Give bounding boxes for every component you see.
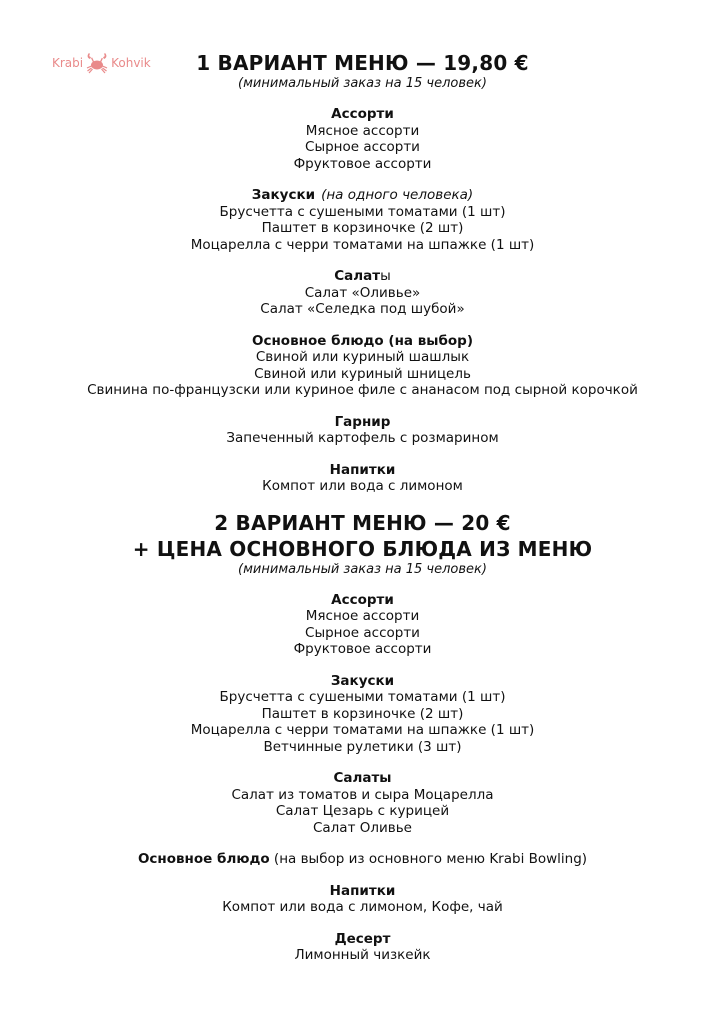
menu-1 <box>0 50 725 495</box>
menu-item: Салат Оливье <box>312 819 412 836</box>
section-title: Десерт <box>334 930 391 947</box>
menu-item: Свиной или куриный шницель <box>254 365 471 382</box>
section-title: Напитки <box>329 882 396 899</box>
menu-item: Мясное ассорти <box>305 122 420 139</box>
menu-1-title: 1 ВАРИАНТ МЕНЮ — 19,80 € <box>196 51 529 75</box>
menu-item: Паштет в корзиночке (2 шт) <box>261 705 464 722</box>
menu-2-note: (минимальный заказ на 15 человек) <box>238 561 487 577</box>
menu-item: Свинина по-французски или куриное филе с ананасом под сырной корочкой <box>87 382 638 398</box>
section-title: Основное блюдо (на выбор) <box>252 332 473 349</box>
menu-item: Свиной или куриный шашлык <box>255 349 470 365</box>
menu-item: Брусчетта с сушеными томатами (1 шт) <box>219 689 506 705</box>
menu-item: Салат «Оливье» <box>304 284 421 301</box>
menu-item: Мясное ассорти <box>305 608 420 624</box>
section-title: Салаты <box>333 770 392 786</box>
menu-2-title-line-2: + ЦЕНА ОСНОВНОГО БЛЮДА ИЗ МЕНЮ <box>132 536 593 561</box>
menu-item: Салат Цезарь с курицей <box>275 803 450 819</box>
menu-item: Сырное ассорти <box>305 624 420 641</box>
menu-1-section-drinks <box>0 462 725 495</box>
section-title: Ассорти <box>331 591 394 608</box>
menu-2-section-drinks <box>0 883 725 916</box>
menu-item: Моцарелла с черри томатами на шпажке (1 шт) <box>190 236 535 253</box>
section-title <box>0 268 725 285</box>
section-title-text: Основное блюдо <box>137 851 270 867</box>
section-title <box>0 851 725 868</box>
menu-1-note: (минимальный заказ на 15 человек) <box>238 76 487 91</box>
section-title-text: Закуски <box>251 187 316 203</box>
menu-2-section-salaty <box>0 770 725 836</box>
menu-item: Компот или вода с лимоном <box>262 478 463 494</box>
menu-item: Ветчинные рулетики (3 шт) <box>263 738 462 755</box>
menu-item: Фруктовое ассорти <box>293 641 432 657</box>
menu-item: Лимонный чизкейк <box>294 947 431 963</box>
section-title-text: Салат <box>334 268 381 284</box>
section-title: Напитки <box>329 461 396 478</box>
menu-item: Запеченный картофель с розмарином <box>226 430 499 446</box>
menu-1-section-zakuski <box>0 187 725 253</box>
menu-2-section-dessert <box>0 931 725 964</box>
menu-2-section-main <box>0 851 725 868</box>
section-title: Ассорти <box>331 106 394 122</box>
section-title-suffix: ы <box>380 268 391 284</box>
section-qualifier: (на одного человека) <box>321 187 474 203</box>
menu-content <box>0 50 725 979</box>
section-title-suffix: (на выбор из основного меню Krabi Bowling) <box>269 851 588 867</box>
menu-2 <box>0 510 725 964</box>
menu-2-section-assorti <box>0 592 725 658</box>
menu-2-section-zakuski <box>0 673 725 756</box>
logo-right-text: Kohvik <box>111 56 151 70</box>
section-title <box>0 187 725 204</box>
menu-item: Паштет в корзиночке (2 шт) <box>261 220 464 236</box>
menu-1-section-garnir <box>0 414 725 447</box>
menu-item: Салат «Селедка под шубой» <box>260 301 465 317</box>
menu-item: Салат из томатов и сыра Моцарелла <box>231 786 494 803</box>
logo-left-text: Krabi <box>52 56 84 70</box>
menu-1-section-assorti <box>0 106 725 172</box>
menu-item: Брусчетта с сушеными томатами (1 шт) <box>219 203 506 220</box>
menu-item: Компот или вода с лимоном, Кофе, чай <box>222 899 503 915</box>
menu-item: Моцарелла с черри томатами на шпажке (1 шт) <box>190 722 535 738</box>
section-title: Гарнир <box>334 413 391 430</box>
menu-2-title-line-1: 2 ВАРИАНТ МЕНЮ — 20 € <box>214 510 511 535</box>
section-title: Закуски <box>330 672 395 689</box>
menu-item: Сырное ассорти <box>305 139 420 155</box>
menu-item: Фруктовое ассорти <box>293 155 432 172</box>
menu-1-section-main <box>0 333 725 399</box>
menu-1-section-salaty <box>0 268 725 318</box>
